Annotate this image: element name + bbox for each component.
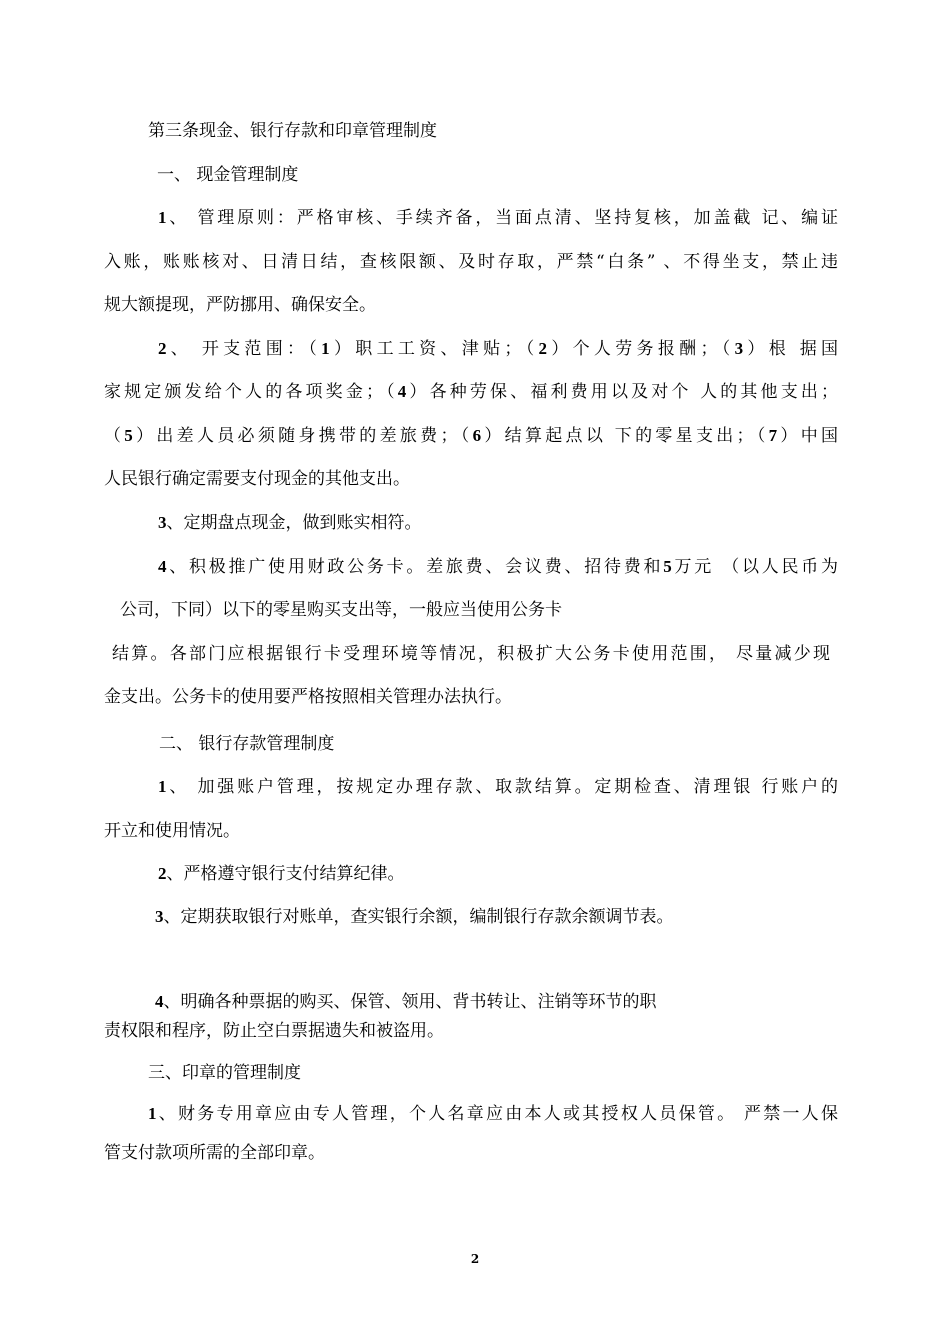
item-number: 1 [158, 777, 167, 796]
item-number: 3 [155, 907, 164, 926]
bank-item-4-line-2: 责权限和程序，防止空白票据遗失和被盗用。 [104, 1021, 444, 1041]
cash-item-1-line-1 [158, 207, 838, 229]
item-text: ）根 据国 [743, 339, 839, 359]
item-text: 、 加强账户管理，按规定办理存款、取款结算。定期检查、清理银 行账户的 [166, 777, 838, 797]
item-number: 1 [158, 208, 167, 227]
item-text: ）出差人员必须随身携带的差旅费；（ [132, 426, 473, 446]
sub-number: 7 [768, 426, 778, 445]
cash-item-2-line-4: 人民银行确定需要支付现金的其他支出。 [104, 469, 410, 489]
item-text: 、 开支范围：（ [166, 339, 322, 359]
sub-number: 4 [397, 382, 407, 401]
item-text: 家规定颁发给个人的各项奖金；（ [104, 382, 398, 402]
item-text: ）结算起点以 下的零星支出；（ [481, 426, 769, 446]
item-number: 4 [158, 557, 167, 576]
bank-item-1-line-2: 开立和使用情况。 [104, 821, 240, 841]
cash-item-4-line-4: 金支出。公务卡的使用要严格按照相关管理办法执行。 [104, 687, 512, 707]
cash-item-3 [158, 512, 422, 534]
section-heading-seal: 三、印章的管理制度 [148, 1063, 301, 1083]
item-text: 、定期盘点现金，做到账实相符。 [166, 513, 422, 533]
amount-number: 5 [663, 557, 672, 576]
section-heading-bank: 二、 银行存款管理制度 [159, 734, 335, 754]
cash-item-1-line-2: 入账，账账核对、日清日结，查核限额、及时存取，严禁“白条” 、不得坐支，禁止违 [104, 252, 838, 272]
bank-item-4-line-1 [155, 991, 657, 1013]
cash-item-2-line-1 [158, 338, 838, 360]
item-text: ）个人劳务报酬；（ [547, 339, 735, 359]
bank-item-1-line-1 [158, 776, 838, 798]
item-number: 1 [148, 1104, 157, 1123]
cash-item-4-line-3: 结算。各部门应根据银行卡受理环境等情况，积极扩大公务卡使用范围， 尽量减少现 [112, 644, 830, 664]
item-text: （ [104, 426, 125, 446]
item-text: 、财务专用章应由专人管理，个人名章应由本人或其授权人员保管。 严禁一人保 [156, 1104, 838, 1124]
cash-item-4-line-1 [158, 556, 838, 578]
cash-item-4-line-2: 公司，下同）以下的零星购买支出等，一般应当使用公务卡 [120, 600, 562, 620]
item-text: ）各种劳保、福利费用以及对个 人的其他支出； [406, 382, 839, 402]
seal-item-1-line-1 [148, 1103, 838, 1125]
page-number: 2 [470, 1252, 480, 1266]
item-text: ）职工工资、津贴；（ [329, 339, 539, 359]
bank-item-3 [155, 906, 674, 928]
section-heading-cash: 一、 现金管理制度 [157, 165, 299, 185]
item-number: 2 [158, 864, 167, 883]
item-text: ）中国 [777, 426, 839, 446]
item-number: 4 [155, 992, 164, 1011]
item-text: 、积极推广使用财政公务卡。差旅费、会议费、招待费和 [166, 557, 664, 577]
sub-number: 6 [472, 426, 482, 445]
bank-item-2 [158, 863, 405, 885]
item-text: 、明确各种票据的购买、保管、领用、背书转让、注销等环节的职 [163, 992, 657, 1012]
cash-item-2-line-3 [104, 425, 838, 447]
item-number: 2 [158, 339, 167, 358]
seal-item-1-line-2: 管支付款项所需的全部印章。 [104, 1143, 325, 1163]
sub-number: 1 [321, 339, 330, 358]
item-number: 3 [158, 513, 167, 532]
article-title: 第三条现金、银行存款和印章管理制度 [148, 121, 437, 141]
sub-number: 3 [734, 339, 744, 358]
cash-item-1-line-3: 规大额提现，严防挪用、确保安全。 [104, 295, 376, 315]
item-text: 、严格遵守银行支付结算纪律。 [166, 864, 405, 884]
item-text: 万元 （以人民币为 [671, 557, 839, 577]
cash-item-2-line-2 [104, 381, 838, 403]
sub-number: 5 [124, 426, 133, 445]
sub-number: 2 [538, 339, 548, 358]
item-text: 、定期获取银行对账单，查实银行余额，编制银行存款余额调节表。 [163, 907, 674, 927]
item-text: 、 管理原则：严格审核、手续齐备，当面点清、坚持复核，加盖截 记、编证 [166, 208, 838, 228]
